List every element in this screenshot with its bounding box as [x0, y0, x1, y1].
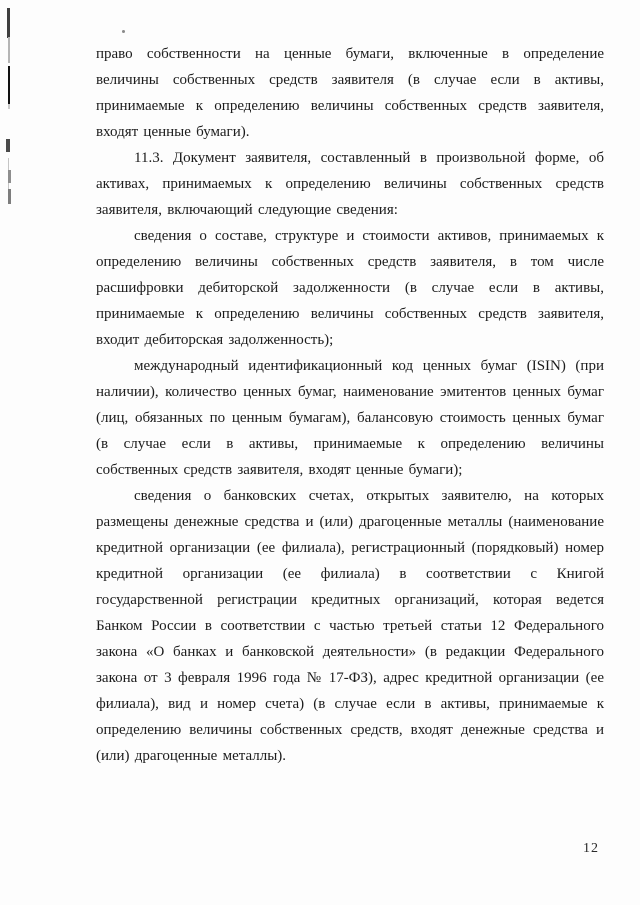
page-number: 12: [583, 841, 599, 856]
paragraph: 11.3. Документ заявителя, составленный в произвольной форме, об активах, принимаемых к определению величины собственных средств заявителя, включающий следующие сведения:: [96, 150, 604, 218]
paragraph: сведения о составе, структуре и стоимости активов, принимаемых к определению величины собственных средств заявителя, в том числе расшифровки дебиторской задолженности (в случае если в активы, принимаемые к определению величины собственных средств заявителя, входит дебиторская задолженность);: [96, 228, 604, 348]
paragraph: сведения о банковских счетах, открытых заявителю, на которых размещены денежные средства и (или) драгоценные металлы (наименование кредитной организации (ее филиала), регистрационный (порядковый) номер кредитной организации (ее филиала) в соответствии с Книгой государственной регистрации кредитных организаций, которая ведется Банком России в соответствии с частью третьей статьи 12 Федерального закона «О банках и банковской деятельности» (в редакции Федерального закона от 3 февраля 1996 года № 17-ФЗ), адрес кредитной организации (ее филиала), вид и номер счета) (в случае если в активы, принимаемые к определению величины собственных средств, входят денежные средства и (или) драгоценные металлы).: [96, 488, 604, 764]
scan-artifact: [8, 66, 10, 105]
scan-artifact: [7, 8, 10, 38]
scan-artifact: [8, 37, 10, 63]
document-text: [96, 41, 604, 769]
scan-speck: [122, 30, 125, 33]
paragraph: право собственности на ценные бумаги, включенные в определение величины собственных средств заявителя (в случае если в активы, принимаемые к определению величины собственных средств заявителя, входят ценные бумаги).: [96, 46, 604, 140]
scan-artifact: [8, 170, 11, 183]
scan-artifact: [8, 189, 11, 204]
scan-artifact: [8, 104, 10, 109]
paragraph: международный идентификационный код ценных бумаг (ISIN) (при наличии), количество ценных бумаг, наименование эмитентов ценных бумаг (лиц, обязанных по ценным бумагам), балансовую стоимость ценных бумаг (в случае если в активы, принимаемые к определению величины собственных средств заявителя, входят ценные бумаги);: [96, 358, 604, 478]
scan-artifact: [6, 139, 10, 152]
